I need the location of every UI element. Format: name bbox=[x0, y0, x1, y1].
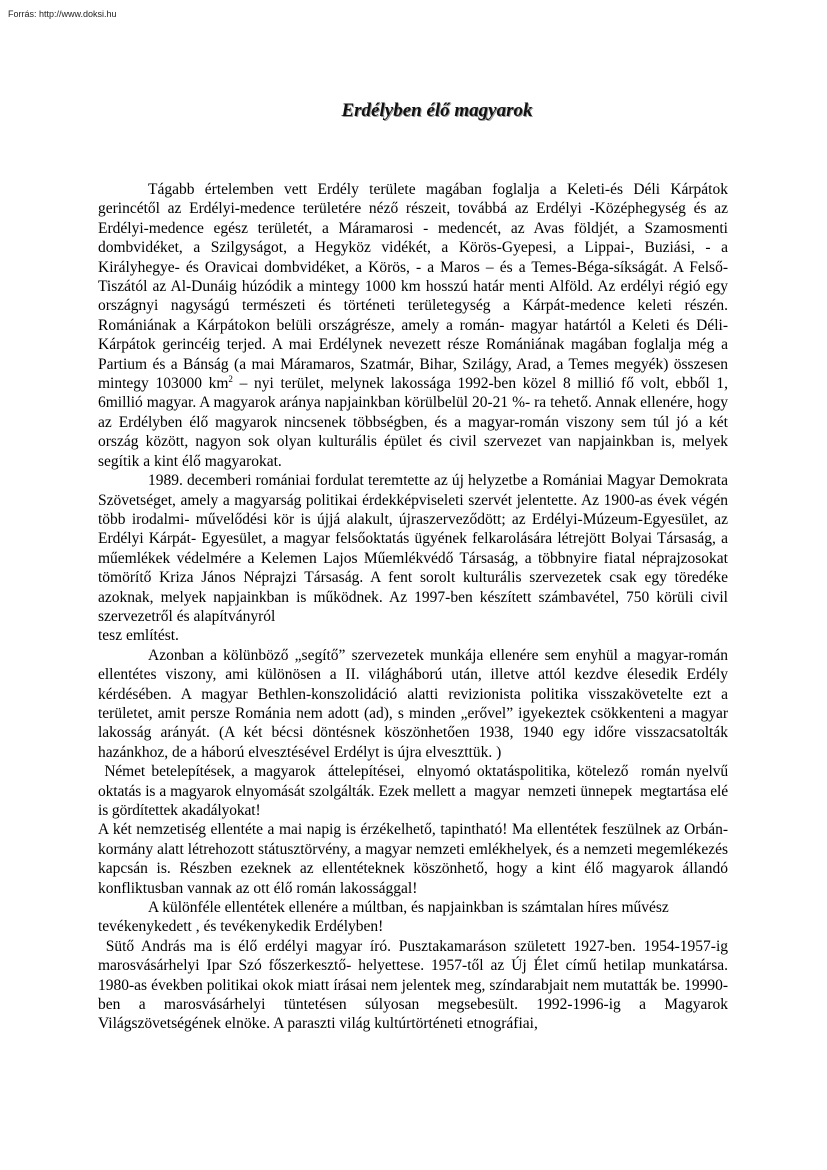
paragraph-5: A két nemzetiség ellentéte a mai napig is érzékelhető, tapintható! Ma ellentétek feszülnek az Orbán-kormány alatt létrehozott státusztörvény, a magyar nemzeti emlékhelyek, és a nemzeti megemlékezés kapcsán is. Részben ezeknek az ellentéteknek köszönhető, hogy a kint élő magyarok állandó konfliktusban vannak az ott élő román lakossággal! bbox=[98, 821, 728, 897]
paragraph-3: Azonban a kölünböző „segítő” szervezetek munkája ellenére sem enyhül a magyar-román ellentétes viszony, ami különösen a II. világháború után, illetve attól kezdve élesedik Erdély kérdésében. A magyar Bethlen-konszolidáció alatti revizionista politika visszakövetelte ezt a területet, amit persze Románia nem adott (ad), s minden „erővel” igyekeztek csökkenteni a magyar lakosság arányát. (A két bécsi döntésnek köszönhetően 1938, 1940 egy időre visszacsatolták hazánkhoz, de a háború elvesztésével Erdélyt is újra elveszttük. ) bbox=[98, 646, 728, 761]
paragraph-7: Sütő András ma is élő erdélyi magyar író. Pusztakamaráson született 1927-ben. 1954-1957-ig marosvásárhelyi Ipar Szó főszerkesztő- helyettese. 1957-től az Új Élet című hetilap munkatársa. 1980-as években politikai okok miatt írásai nem jelentek meg, színdarabjait nem mutatták be. 19990-ben a marosvásárhelyi tüntetésen súlyosan megsebesült. 1992-1996-ig a Magyarok Világszövetségének elnöke. A paraszti világ kultúrtörténeti etnográfiai, bbox=[98, 937, 732, 1033]
paragraph-1-text-rest: – nyi terület, melynek lakossága 1992-ben közel 8 millió fő volt, ebből 1, 6millió magyar. A magyarok aránya napjainkban körülbelül 20-21 %- ra tehető. Annak ellenére, hogy az Erdélyben élő magyarok nincsenek többségben, és a magyar-román viszony sem túl jó a két ország között, nagyon sok olyan kulturális épület és civil szervezet van napjainkban is, melyek segítik a kint élő magyarokat. bbox=[98, 375, 728, 470]
paragraph-2: 1989. decemberi romániai fordulat teremtette az új helyzetbe a Romániai Magyar Demokrata Szövetséget, amely a magyarság politikai érdekképviseleti szervét jelentette. Az 1900-as évek végén több irodalmi- művelődési kör is újjá alakult, újraszerveződött; az Erdélyi-Múzeum-Egyesület, az Erdélyi Kárpát- Egyesület, a magyar felsőoktatás ügyének felkarolására létrejött Bolyai Társaság, a műemlékek védelmére a Kelemen Lajos Műemlékvédő Társaság, a többnyire fiatal néprajzosokat tömörítő Kriza János Néprajzi Társaság. A fent sorolt kulturális szervezetek csak egy töredéke azoknak, melyek napjainkban is működnek. Az 1997-ben készített számbavétel, 750 körüli civil szervezetről és alapítványról bbox=[98, 472, 728, 625]
paragraph-2-tail: tesz említést. bbox=[98, 627, 179, 645]
paragraph-1-text: Tágabb értelemben vett Erdély területe magában foglalja a Keleti-és Déli Kárpátok gerincétől az Erdélyi-medence területére néző részeit, továbbá az Erdélyi -Középhegység és az Erdélyi-medence egész területét, a Máramarosi - medencét, az Avas földjét, a Szamosmenti dombvidéket, a Szilgyságot, a Hegyköz vidékét, a Körös-Gyepesi, a Lippai-, Buziási, - a Királyhegye- és Oravicai dombvidéket, a Körös, - a Maros – és a Temes-Béga-síkságát. A Felső-Tiszától az Al-Dunáig húzódik a mintegy 1000 km hosszú határ menti Alföld. Az erdélyi régió egy országnyi nagyságú természeti és történeti területegység a Kárpát-medence keleti részén. Romániának a Kárpátokon belüli országrésze, amely a román- magyar határtól a Keleti és Déli-Kárpátok gerincéig terjed. A mai Erdélynek nevezett része Romániának magában foglalja még a Partium és a Bánság (a mai Máramaros, Szatmár, Bihar, Szilágy, Arad, a Temes megyék) összesen mintegy 103000 km bbox=[98, 181, 728, 393]
paragraph-6: A különféle ellentétek ellenére a múltban, és napjainkban is számtalan híres művész tevékenykedett , és tevékenykedik Erdélyben! bbox=[98, 899, 669, 936]
document-body bbox=[98, 180, 732, 1034]
source-note: Forrás: http://www.doksi.hu bbox=[8, 9, 117, 19]
page-title: Erdélyben élő magyarok bbox=[341, 100, 533, 121]
superscript-2: 2 bbox=[228, 374, 233, 385]
paragraph-4: Német betelepítések, a magyarok áttelepítései, elnyomó oktatáspolitika, kötelező román nyelvű oktatás is a magyarok elnyomását szolgálták. Ezek mellett a magyar nemzeti ünnepek megtartása elé is gördítettek akadályokat! bbox=[98, 763, 732, 819]
paragraph-1 bbox=[98, 180, 728, 471]
